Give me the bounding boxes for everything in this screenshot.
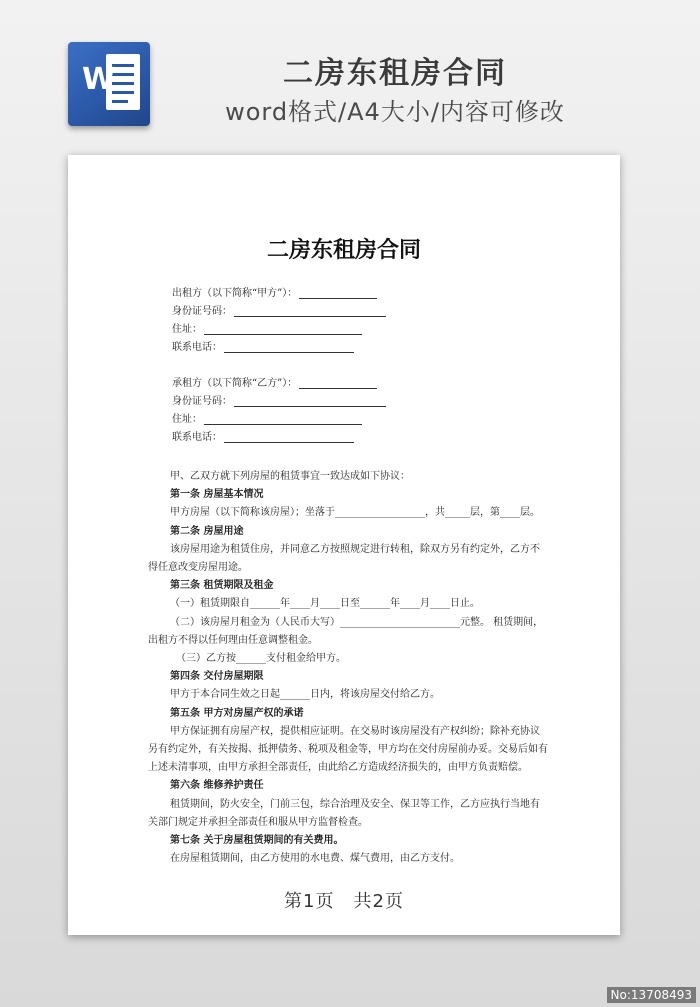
page-subtitle: word格式/A4大小/内容可修改 — [225, 98, 565, 126]
document-title: 二房东租房合同 — [266, 237, 421, 263]
lessor-phone-field: 联系电话： — [172, 339, 386, 357]
contract-body — [148, 468, 548, 868]
clause-heading: 第三条 租赁期限及租金 — [170, 580, 274, 592]
paragraph: 甲方于本合同生效之日起______日内，将该房屋交付给乙方。 — [170, 689, 440, 701]
lessor-address-field: 住址： — [172, 321, 386, 339]
header — [0, 0, 700, 150]
paragraph: 甲方保证拥有房屋产权，提供相应证明。在交易时该房屋没有产权纠纷；除补充协议另有约定外，有关按揭、抵押债务、税项及租金等，甲方均在交付房屋前办妥。交易后如有上述未清事项，由甲方承担全部责任，由此给乙方造成经济损失的，由甲方负责赔偿。 — [148, 725, 548, 774]
clause-heading: 第二条 房屋用途 — [170, 525, 244, 537]
word-letter: W — [82, 62, 116, 97]
word-document-icon — [68, 42, 150, 126]
lessee-address-field: 住址： — [172, 411, 386, 429]
page-number: 第1页 共2页 — [284, 891, 404, 912]
clause-heading: 第四条 交付房屋期限 — [170, 671, 264, 683]
paragraph: （三）乙方按______支付租金给甲方。 — [176, 653, 346, 665]
paragraph: 甲、乙双方就下列房屋的租赁事宜一致达成如下协议： — [170, 471, 410, 482]
lessee-fields — [172, 375, 386, 447]
lessee-phone-field: 联系电话： — [172, 429, 386, 447]
lessor-fields — [172, 285, 386, 357]
clause-heading: 第五条 甲方对房屋产权的承诺 — [170, 707, 304, 719]
paragraph: 该房屋用途为租赁住房，并同意乙方按照规定进行转租，除双方另有约定外，乙方不得任意改变房屋用途。 — [148, 543, 540, 574]
paragraph: （一）租赁期限自______年____月____日至______年____月____日止。 — [170, 598, 480, 610]
lessor-id-field: 身份证号码： — [172, 303, 386, 321]
clause-heading: 第七条 关于房屋租赁期间的有关费用。 — [170, 835, 344, 847]
lessor-name-field: 出租方（以下简称“甲方”）： — [172, 285, 386, 303]
clause-heading: 第一条 房屋基本情况 — [170, 489, 264, 501]
paragraph: 在房屋租赁期间，由乙方使用的水电费、煤气费用，由乙方支付。 — [170, 853, 460, 865]
document-page — [68, 155, 620, 935]
paragraph: 租赁期间，防火安全，门前三包，综合治理及安全、保卫等工作，乙方应执行当地有关部门规定并承担全部责任和服从甲方监督检查。 — [148, 798, 540, 828]
clause-heading: 第六条 维修养护责任 — [170, 780, 264, 792]
paragraph: （二）该房屋月租金为（人民币大写）________________________元整。 租赁期间，出租方不得以任何理由任意调整租金。 — [148, 616, 544, 646]
paragraph: 甲方房屋（以下简称该房屋）；坐落于__________________，共_____层，第____层。 — [170, 507, 540, 519]
image-id-label: No:13708493 — [607, 987, 696, 1003]
lessee-name-field: 承租方（以下简称“乙方”）： — [172, 375, 386, 393]
lessee-id-field: 身份证号码： — [172, 393, 386, 411]
page-title: 二房东租房合同 — [283, 56, 507, 91]
